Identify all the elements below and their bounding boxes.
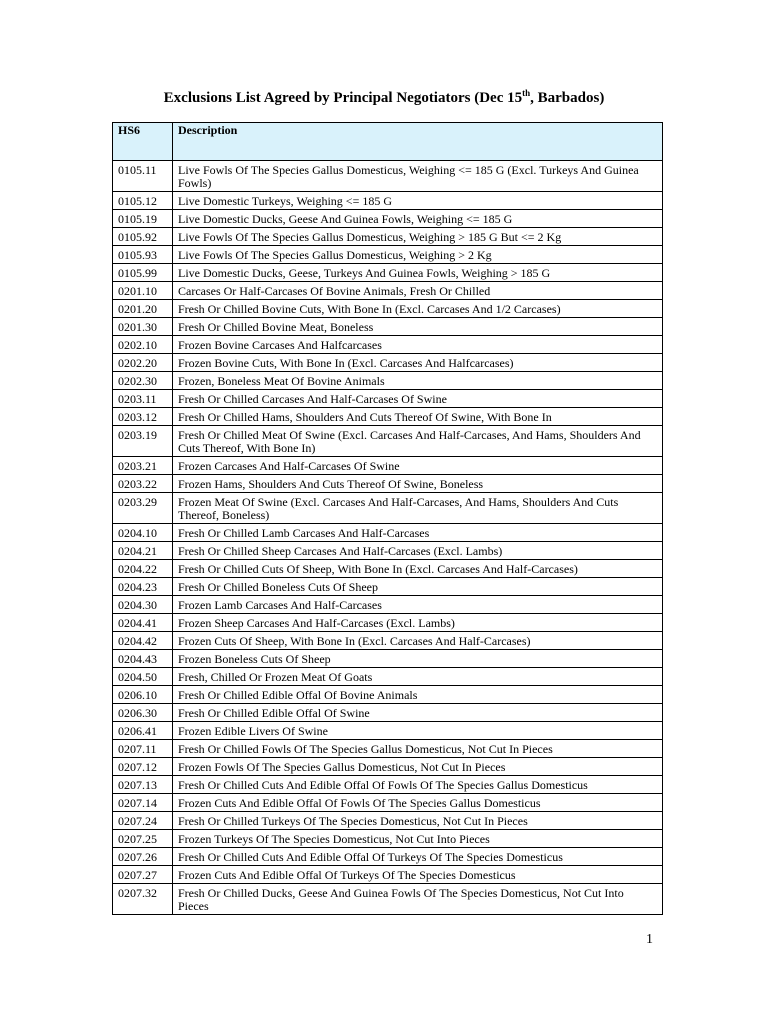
table-row <box>113 354 663 372</box>
description-cell: Frozen Sheep Carcases And Half-Carcases (Excl. Lambs) <box>173 614 663 632</box>
hs6-code-cell: 0202.10 <box>113 336 173 354</box>
description-cell: Live Domestic Ducks, Geese And Guinea Fowls, Weighing <= 185 G <box>173 210 663 228</box>
hs6-code-cell: 0207.11 <box>113 740 173 758</box>
table-row <box>113 318 663 336</box>
table-row <box>113 390 663 408</box>
description-cell: Live Fowls Of The Species Gallus Domesticus, Weighing > 185 G But <= 2 Kg <box>173 228 663 246</box>
table-row <box>113 264 663 282</box>
title-main: Exclusions List Agreed by Principal Negotiators (Dec 15 <box>163 90 523 106</box>
table-row <box>113 848 663 866</box>
hs6-code-cell: 0206.10 <box>113 686 173 704</box>
description-cell: Frozen Edible Livers Of Swine <box>173 722 663 740</box>
table-row <box>113 866 663 884</box>
table-header-row <box>113 123 663 161</box>
exclusions-table <box>112 122 663 915</box>
table-row <box>113 282 663 300</box>
title-tail: , Barbados) <box>530 90 605 106</box>
hs6-code-cell: 0105.19 <box>113 210 173 228</box>
hs6-code-cell: 0207.14 <box>113 794 173 812</box>
table-row <box>113 246 663 264</box>
table-row <box>113 408 663 426</box>
table-row <box>113 632 663 650</box>
description-cell: Fresh Or Chilled Carcases And Half-Carcases Of Swine <box>173 390 663 408</box>
table-row <box>113 426 663 457</box>
hs6-code-cell: 0206.41 <box>113 722 173 740</box>
table-row <box>113 686 663 704</box>
hs6-code-cell: 0204.23 <box>113 578 173 596</box>
hs6-code-cell: 0204.50 <box>113 668 173 686</box>
description-cell: Fresh Or Chilled Meat Of Swine (Excl. Carcases And Half-Carcases, And Hams, Shoulders And Cuts Thereof, With Bone In) <box>173 426 663 457</box>
description-cell: Fresh Or Chilled Edible Offal Of Bovine Animals <box>173 686 663 704</box>
table-row <box>113 650 663 668</box>
hs6-code-cell: 0203.19 <box>113 426 173 457</box>
description-cell: Fresh Or Chilled Bovine Meat, Boneless <box>173 318 663 336</box>
column-header-description: Description <box>173 123 663 161</box>
hs6-code-cell: 0105.92 <box>113 228 173 246</box>
description-cell: Fresh Or Chilled Cuts And Edible Offal Of Turkeys Of The Species Domesticus <box>173 848 663 866</box>
hs6-code-cell: 0204.41 <box>113 614 173 632</box>
hs6-code-cell: 0204.21 <box>113 542 173 560</box>
description-cell: Frozen Cuts Of Sheep, With Bone In (Excl. Carcases And Half-Carcases) <box>173 632 663 650</box>
table-row <box>113 596 663 614</box>
hs6-code-cell: 0207.13 <box>113 776 173 794</box>
table-row <box>113 493 663 524</box>
hs6-code-cell: 0202.30 <box>113 372 173 390</box>
description-cell: Frozen, Boneless Meat Of Bovine Animals <box>173 372 663 390</box>
table-row <box>113 336 663 354</box>
table-row <box>113 722 663 740</box>
description-cell: Live Domestic Turkeys, Weighing <= 185 G <box>173 192 663 210</box>
hs6-code-cell: 0105.11 <box>113 161 173 192</box>
description-cell: Frozen Hams, Shoulders And Cuts Thereof Of Swine, Boneless <box>173 475 663 493</box>
description-cell: Frozen Carcases And Half-Carcases Of Swine <box>173 457 663 475</box>
description-cell: Fresh Or Chilled Edible Offal Of Swine <box>173 704 663 722</box>
hs6-code-cell: 0203.11 <box>113 390 173 408</box>
table-row <box>113 884 663 915</box>
table-row <box>113 578 663 596</box>
description-cell: Fresh Or Chilled Cuts And Edible Offal Of Fowls Of The Species Gallus Domesticus <box>173 776 663 794</box>
description-cell: Fresh Or Chilled Fowls Of The Species Gallus Domesticus, Not Cut In Pieces <box>173 740 663 758</box>
table-row <box>113 372 663 390</box>
hs6-code-cell: 0202.20 <box>113 354 173 372</box>
hs6-code-cell: 0204.22 <box>113 560 173 578</box>
description-cell: Live Domestic Ducks, Geese, Turkeys And Guinea Fowls, Weighing > 185 G <box>173 264 663 282</box>
table-row <box>113 560 663 578</box>
table-row <box>113 830 663 848</box>
table-row <box>113 300 663 318</box>
description-cell: Frozen Cuts And Edible Offal Of Turkeys Of The Species Domesticus <box>173 866 663 884</box>
table-row <box>113 776 663 794</box>
table-row <box>113 457 663 475</box>
hs6-code-cell: 0204.10 <box>113 524 173 542</box>
table-row <box>113 740 663 758</box>
description-cell: Fresh Or Chilled Ducks, Geese And Guinea Fowls Of The Species Domesticus, Not Cut Into Pieces <box>173 884 663 915</box>
table-row <box>113 812 663 830</box>
description-cell: Frozen Boneless Cuts Of Sheep <box>173 650 663 668</box>
hs6-code-cell: 0204.43 <box>113 650 173 668</box>
hs6-code-cell: 0203.22 <box>113 475 173 493</box>
table-row <box>113 614 663 632</box>
table-row <box>113 524 663 542</box>
hs6-code-cell: 0105.99 <box>113 264 173 282</box>
table-row <box>113 542 663 560</box>
description-cell: Live Fowls Of The Species Gallus Domesticus, Weighing > 2 Kg <box>173 246 663 264</box>
description-cell: Fresh Or Chilled Hams, Shoulders And Cuts Thereof Of Swine, With Bone In <box>173 408 663 426</box>
hs6-code-cell: 0105.93 <box>113 246 173 264</box>
hs6-code-cell: 0201.30 <box>113 318 173 336</box>
hs6-code-cell: 0203.21 <box>113 457 173 475</box>
description-cell: Fresh Or Chilled Boneless Cuts Of Sheep <box>173 578 663 596</box>
hs6-code-cell: 0207.32 <box>113 884 173 915</box>
hs6-code-cell: 0203.29 <box>113 493 173 524</box>
description-cell: Frozen Meat Of Swine (Excl. Carcases And Half-Carcases, And Hams, Shoulders And Cuts Thereof, Boneless) <box>173 493 663 524</box>
description-cell: Fresh Or Chilled Cuts Of Sheep, With Bone In (Excl. Carcases And Half-Carcases) <box>173 560 663 578</box>
description-cell: Frozen Fowls Of The Species Gallus Domesticus, Not Cut In Pieces <box>173 758 663 776</box>
description-cell: Carcases Or Half-Carcases Of Bovine Animals, Fresh Or Chilled <box>173 282 663 300</box>
hs6-code-cell: 0207.27 <box>113 866 173 884</box>
hs6-code-cell: 0201.20 <box>113 300 173 318</box>
description-cell: Fresh Or Chilled Lamb Carcases And Half-Carcases <box>173 524 663 542</box>
hs6-code-cell: 0207.26 <box>113 848 173 866</box>
description-cell: Fresh Or Chilled Turkeys Of The Species Domesticus, Not Cut In Pieces <box>173 812 663 830</box>
description-cell: Frozen Turkeys Of The Species Domesticus, Not Cut Into Pieces <box>173 830 663 848</box>
table-row <box>113 475 663 493</box>
description-cell: Frozen Bovine Carcases And Halfcarcases <box>173 336 663 354</box>
page-title <box>0 88 768 107</box>
table-row <box>113 668 663 686</box>
table-row <box>113 704 663 722</box>
table-row <box>113 192 663 210</box>
description-cell: Fresh Or Chilled Sheep Carcases And Half-Carcases (Excl. Lambs) <box>173 542 663 560</box>
hs6-code-cell: 0207.12 <box>113 758 173 776</box>
description-cell: Fresh, Chilled Or Frozen Meat Of Goats <box>173 668 663 686</box>
page-number: 1 <box>646 932 653 947</box>
description-cell: Live Fowls Of The Species Gallus Domesticus, Weighing <= 185 G (Excl. Turkeys And Guinea Fowls) <box>173 161 663 192</box>
column-header-hs6: HS6 <box>113 123 173 161</box>
description-cell: Frozen Bovine Cuts, With Bone In (Excl. Carcases And Halfcarcases) <box>173 354 663 372</box>
description-cell: Frozen Cuts And Edible Offal Of Fowls Of The Species Gallus Domesticus <box>173 794 663 812</box>
hs6-code-cell: 0206.30 <box>113 704 173 722</box>
description-cell: Fresh Or Chilled Bovine Cuts, With Bone In (Excl. Carcases And 1/2 Carcases) <box>173 300 663 318</box>
title-superscript: th <box>522 88 531 98</box>
table-row <box>113 758 663 776</box>
table-row <box>113 228 663 246</box>
description-cell: Frozen Lamb Carcases And Half-Carcases <box>173 596 663 614</box>
hs6-code-cell: 0201.10 <box>113 282 173 300</box>
hs6-code-cell: 0204.42 <box>113 632 173 650</box>
table-body <box>113 161 663 915</box>
hs6-code-cell: 0207.25 <box>113 830 173 848</box>
hs6-code-cell: 0204.30 <box>113 596 173 614</box>
hs6-code-cell: 0203.12 <box>113 408 173 426</box>
hs6-code-cell: 0105.12 <box>113 192 173 210</box>
table-row <box>113 210 663 228</box>
table-row <box>113 161 663 192</box>
table-row <box>113 794 663 812</box>
hs6-code-cell: 0207.24 <box>113 812 173 830</box>
